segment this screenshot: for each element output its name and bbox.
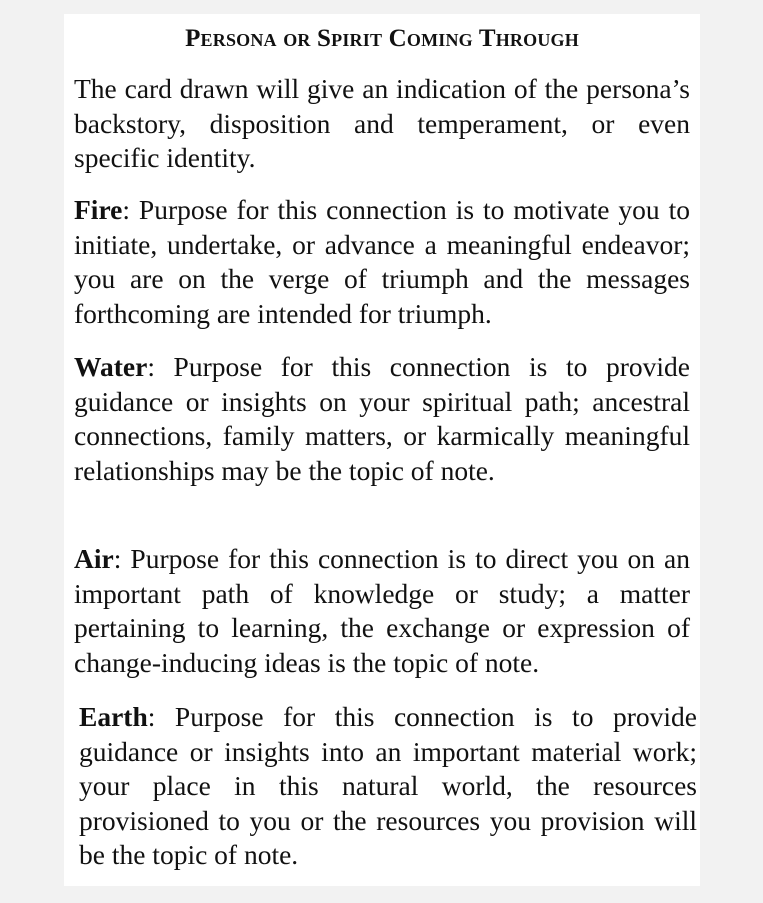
- earth-paragraph: [79, 700, 697, 873]
- document-page: [64, 14, 700, 886]
- intro-paragraph: The card drawn will give an indication of the persona’s backstory, disposition and temperament, or even specific identity.: [74, 73, 690, 173]
- earth-label: Earth: [79, 701, 148, 732]
- air-paragraph: [74, 542, 690, 680]
- water-label: Water: [74, 351, 148, 382]
- fire-description: : Purpose for this connection is to motivate you to initiate, undertake, or advance a meaningful endeavor; you are on the verge of triumph and the messages forthcoming are intended for triumph.: [74, 194, 690, 329]
- air-label: Air: [74, 543, 114, 574]
- fire-paragraph: [74, 193, 690, 331]
- page-title: Persona or Spirit Coming Through: [185, 25, 579, 52]
- fire-label: Fire: [74, 194, 123, 225]
- earth-description: : Purpose for this connection is to provide guidance or insights into an important material work; your place in this natural world, the resources provisioned to you or the resources you provision will be the topic of note.: [79, 701, 697, 870]
- air-description: : Purpose for this connection is to direct you on an important path of knowledge or study; a matter pertaining to learning, the exchange or expression of change-inducing ideas is the topic of note.: [74, 543, 690, 678]
- water-paragraph: [74, 350, 690, 488]
- water-description: : Purpose for this connection is to provide guidance or insights on your spiritual path; ancestral connections, family matters, or karmically meaningful relationships may be the topic of note.: [74, 351, 690, 486]
